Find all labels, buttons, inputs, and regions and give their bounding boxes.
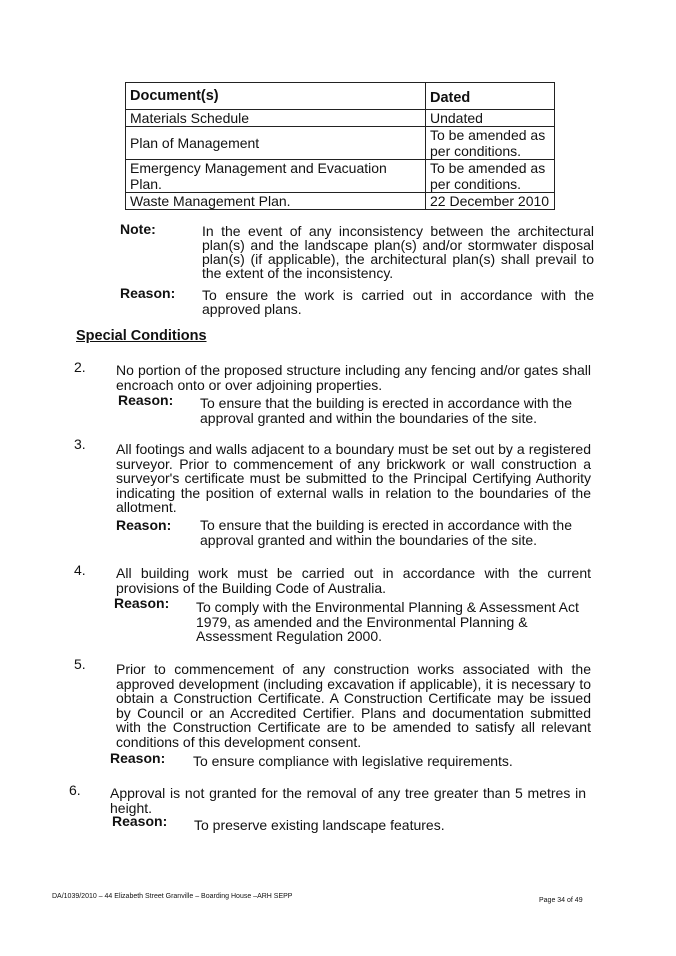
table-row [126, 127, 555, 160]
reason-text: To comply with the Environmental Planning & Assessment Act 1979, as amended and the Environmental Planning & Assessment Regulation 2000. [196, 599, 579, 644]
document-cell: Materials Schedule [126, 110, 426, 127]
condition-number: 4. [74, 562, 86, 578]
footer-reference: DA/1039/2010 – 44 Elizabeth Street Granville – Boarding House –ARH SEPP [52, 893, 293, 900]
condition-number: 3. [74, 436, 86, 452]
dated-cell: To be amended as per conditions. [426, 160, 555, 193]
reason-text: To ensure that the building is erected in accordance with the approval granted and within the boundaries of the site. [200, 517, 573, 548]
reason-label: Reason: [118, 392, 174, 408]
note-reason-text: To ensure the work is carried out in accordance with the approved plans. [202, 287, 594, 317]
condition-text: All building work must be carried out in accordance with the current provisions of the Building Code of Australia. [116, 565, 591, 596]
reason-text: To preserve existing landscape features. [194, 817, 445, 833]
document-cell: Waste Management Plan. [126, 193, 426, 210]
condition-text: All footings and walls adjacent to a boundary must be set out by a registered surveyor. Prior to commencement of any brickwork or wall construction a surveyor's certificate must be submitted to the Principal Certifying Authority indicating the position of external walls in relation to the boundaries of the allotment. [116, 441, 591, 515]
condition-text: Approval is not granted for the removal of any tree greater than 5 metres in height. [110, 785, 586, 816]
reason-label: Reason: [112, 813, 168, 829]
table-header-row [126, 83, 555, 110]
dated-cell: To be amended as per conditions. [426, 127, 555, 160]
special-conditions-heading: Special Conditions [76, 328, 207, 344]
dated-cell: Undated [426, 110, 555, 127]
note-text: In the event of any inconsistency between the architectural plan(s) and the landscape plan(s) and/or stormwater disposal plan(s) (if applicable), the architectural plan(s) shall prevail to the extent of the inconsistency. [202, 223, 594, 281]
reason-text: To ensure that the building is erected in accordance with the approval granted and within the boundaries of the site. [200, 395, 573, 426]
document-cell: Plan of Management [126, 127, 426, 160]
table-row [126, 160, 555, 193]
condition-text: Prior to commencement of any construction works associated with the approved development (including excavation if applicable), it is necessary to obtain a Construction Certificate. A Construction Certificate may be issued by Council or an Accredited Certifier. Plans and documentation submitted with the Construction Certificate are to be amended to satisfy all relevant conditions of this development consent. [116, 661, 591, 750]
table-row [126, 110, 555, 127]
reason-label: Reason: [116, 517, 172, 533]
condition-number: 6. [69, 782, 81, 798]
column-header-dated: Dated [426, 83, 555, 110]
condition-text: No portion of the proposed structure including any fencing and/or gates shall encroach onto or over adjoining properties. [116, 362, 591, 393]
reason-label: Reason: [114, 595, 170, 611]
condition-number: 5. [74, 656, 86, 672]
note-label: Note: [120, 221, 156, 237]
reason-text: To ensure compliance with legislative requirements. [193, 753, 513, 769]
reason-label: Reason: [110, 750, 166, 766]
documents-table [125, 82, 555, 210]
column-header-documents: Document(s) [126, 83, 426, 110]
dated-cell: 22 December 2010 [426, 193, 555, 210]
table-row [126, 193, 555, 210]
condition-number: 2. [74, 359, 86, 375]
document-cell: Emergency Management and Evacuation Plan. [126, 160, 426, 193]
note-reason-label: Reason: [120, 285, 176, 301]
page-number: Page 34 of 49 [539, 897, 583, 904]
